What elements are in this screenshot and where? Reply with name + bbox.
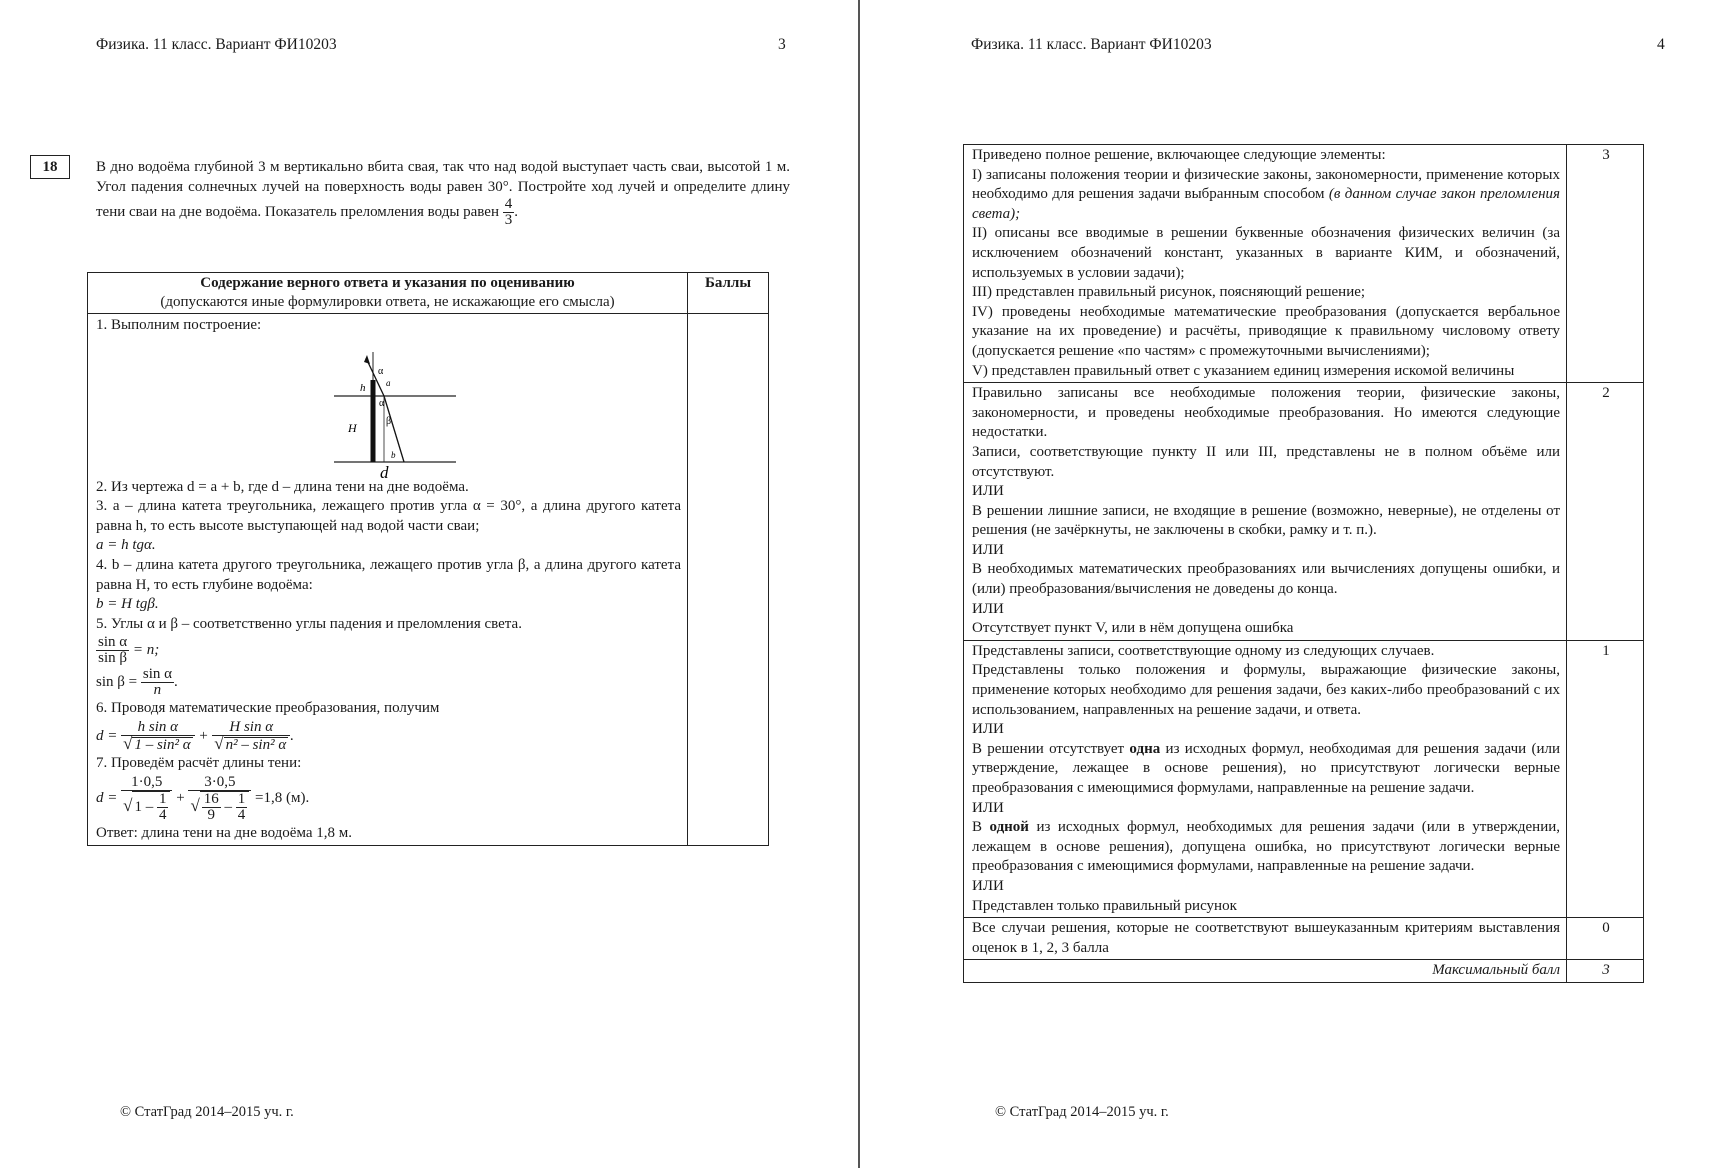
label-h: h bbox=[360, 381, 366, 394]
step-1: 1. Выполним построение: bbox=[96, 317, 262, 333]
criteria-1-text: Представлены записи, соответствующие одному из следующих случаев. Представлены только положения и формулы, выражающие физические законы, применение которых необходимо для решения задачи, без каких-либо преобразований с их использованием, направленных на решение задачи, и ответа. ИЛИ В решении отсутствует одна из исходных формул, необходимая для решения задачи (или утверждение, лежащее в основе решения), но присутствуют логически верные преобразования с имеющимися формулами, направленные на решение задачи. ИЛИ В одной из исходных формул, необходимых для решения задачи (или в утверждении, лежащем в основе решения), допущена ошибка, но присутствуют логически верные преобразования с имеющимися формулами, направленные на решение задачи. ИЛИ Представлен только правильный рисунок bbox=[964, 640, 1567, 917]
points-cell bbox=[688, 314, 769, 846]
answer: Ответ: длина тени на дне водоёма 1,8 м. bbox=[96, 824, 352, 841]
label-H: H bbox=[348, 420, 357, 435]
page-divider bbox=[858, 0, 860, 1168]
ray-diagram bbox=[324, 336, 524, 478]
label-beta: β bbox=[386, 415, 392, 427]
formula-d: d = $\frac{\text{h sin α}}{\text{√ 1 – sin² α}}$ + $\frac{\text{H sin α}}{\text{√ n² – sin² α}}$ . bbox=[96, 718, 294, 753]
criteria-0-text: Все случаи решения, которые не соответствуют вышеуказанным критериям выставления оценок в 1, 2, 3 балла bbox=[964, 918, 1567, 960]
sin-beta-eq: sin β = $\frac{\text{sin α}}{n}$ . bbox=[96, 666, 178, 699]
step-2: 2. Из чертежа d = a + b, где d – длина тени на дне водоёма. bbox=[96, 478, 469, 495]
page-number: 4 bbox=[1657, 36, 1665, 53]
max-score-label: Максимальный балл bbox=[964, 960, 1567, 983]
refraction-index-fraction: $\frac{4}{3}$ bbox=[504, 196, 513, 228]
task-statement: В дно водоёма глубиной 3 м вертикально вбита свая, так что над водой выступает часть сваи, высотой 1 м. Угол падения солнечных лучей на поверхность воды равен 30°. Постройте ход лучей и определите длину тени сваи на дне водоёма. Показатель преломления воды равен $\frac{4}{3}$ . bbox=[96, 159, 790, 228]
criteria-2-text: Правильно записаны все необходимые положения теории, физические законы, закономерности, и проведены необходимые преобразования. Но имеются следующие недостатки. Записи, соответствующие пункту II или III, представлены не в полном объёме или отсутствуют. ИЛИ В решении лишние записи, не входящие в решение (возможно, неверные), не отделены от решения (не зачёркнуты, не заключены в скобки, рамку и т. п.). ИЛИ В необходимых математических преобразованиях или вычислениях допущены ошибки, и (или) преобразования/вычисления не доведены до конца. ИЛИ Отсутствует пункт V, или в нём допущена ошибка bbox=[964, 383, 1567, 641]
step-4: 4. b – длина катета другого треугольника, лежащего против угла β, а длина другого катета равна H, то есть глубине водоёма: bbox=[96, 556, 681, 593]
step-5: 5. Углы α и β – соответственно углы падения и преломления света. bbox=[96, 615, 522, 632]
criteria-row-2 bbox=[964, 383, 1644, 641]
page-header: Физика. 11 класс. Вариант ФИ10203 bbox=[96, 36, 337, 53]
step-6: 6. Проводя математические преобразования, получим bbox=[96, 700, 440, 717]
eq-b: b = H tgβ. bbox=[96, 596, 159, 613]
solution-body bbox=[88, 314, 688, 846]
page-header: Физика. 11 класс. Вариант ФИ10203 bbox=[971, 36, 1212, 53]
calc-d: d = 1·0,5 √ 1 – $\frac{1}{4}$ + 3·0,5 √ $\frac{16}{9}$ – $\frac{1}{4}$ =1,8 (м). bbox=[96, 773, 310, 823]
criteria-3-points: 3 bbox=[1567, 145, 1644, 383]
label-alpha-top: α bbox=[378, 365, 384, 377]
step-3: 3. a – длина катета треугольника, лежащего против угла α = 30°, а длина другого катета равна h, то есть высоте выступающей над водой части сваи; bbox=[96, 498, 681, 534]
page-number: 3 bbox=[778, 36, 786, 53]
criteria-3-text: Приведено полное решение, включающее следующие элементы: I) записаны положения теории и физические законы, закономерности, применение которых необходимо для решения задачи выбранным способом (в данном случае закон преломления света); II) описаны все вводимые в решении буквенные обозначения физических величин (за исключением обозначений констант, указанных в варианте КИМ, и обозначений, используемых в условии задачи); III) представлен правильный рисунок, поясняющий решение; IV) проведены необходимые математические преобразования (допускается вербальное указание на их проведение) и расчёты, приводящие к правильному числовому ответу (допускается решение «по частям» с промежуточными вычислениями); V) представлен правильный ответ с указанием единиц измерения искомой величины bbox=[964, 145, 1567, 383]
max-score-row bbox=[964, 960, 1644, 983]
solution-table bbox=[87, 272, 769, 846]
label-a: a bbox=[386, 377, 391, 388]
eq-a: a = h tgα. bbox=[96, 537, 156, 554]
page-footer: © СтатГрад 2014–2015 уч. г. bbox=[120, 1104, 294, 1120]
label-alpha-low: α bbox=[379, 397, 385, 409]
label-d: d bbox=[380, 462, 389, 478]
criteria-2-points: 2 bbox=[1567, 383, 1644, 641]
label-b: b bbox=[391, 449, 396, 460]
grading-criteria-table bbox=[963, 144, 1644, 983]
criteria-1-points: 1 bbox=[1567, 640, 1644, 917]
construction-figure bbox=[96, 336, 681, 478]
ray-arrow bbox=[364, 355, 370, 364]
solution-header-subtitle: (допускаются иные формулировки ответа, не искажающие его смысла) bbox=[160, 294, 615, 310]
page-footer: © СтатГрад 2014–2015 уч. г. bbox=[995, 1104, 1169, 1120]
criteria-note: (в данном случае закон преломления света); bbox=[972, 186, 1561, 222]
snell-law: $\frac{\text{sin α}}{\text{sin β}}$ = n; bbox=[98, 634, 160, 667]
max-score-value: 3 bbox=[1567, 960, 1644, 983]
criteria-row-1 bbox=[964, 640, 1644, 917]
criteria-row-0 bbox=[964, 918, 1644, 960]
points-header: Баллы bbox=[688, 273, 769, 314]
step-7: 7. Проведём расчёт длины тени: bbox=[96, 754, 302, 771]
task-number: 18 bbox=[30, 155, 70, 179]
criteria-row-3 bbox=[964, 145, 1644, 383]
solution-header bbox=[88, 273, 688, 314]
criteria-0-points: 0 bbox=[1567, 918, 1644, 960]
task-text: В дно водоёма глубиной 3 м вертикально вбита свая, так что над водой выступает часть сваи, высотой 1 м. Угол падения солнечных лучей на поверхность воды равен 30°. Постройте ход лучей и определите длину тени сваи на дне водоёма. Показатель преломления воды равен bbox=[96, 159, 790, 220]
solution-header-title: Содержание верного ответа и указания по оцениванию bbox=[200, 275, 575, 291]
